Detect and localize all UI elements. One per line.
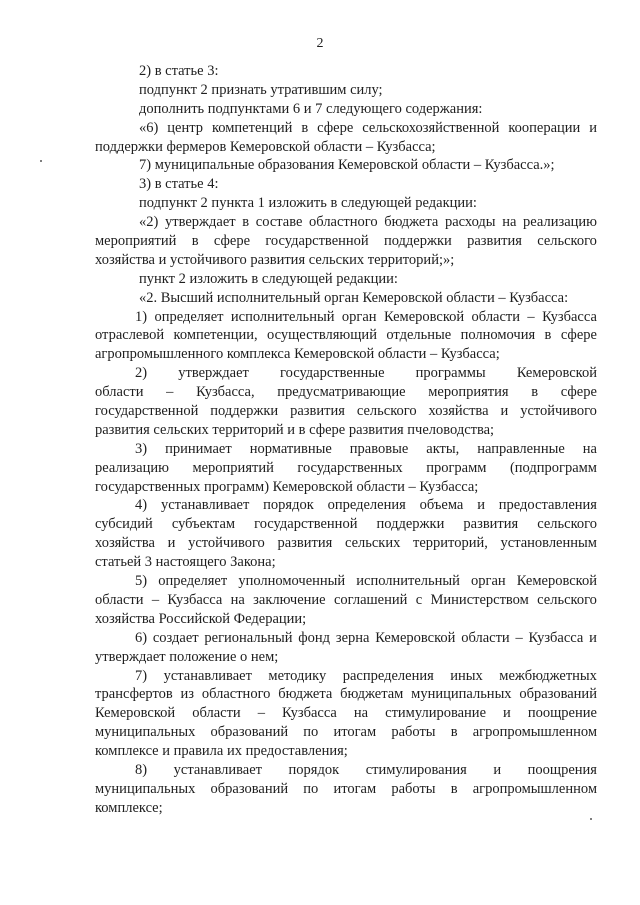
- text-line: Кемеровской области – Кузбасса на стимулирование и поощрение: [95, 705, 597, 722]
- text-line: подпункт 2 признать утратившим силу;: [139, 81, 383, 98]
- document-body: [95, 62, 597, 818]
- text-line: хозяйства и устойчивого развития сельских территорий;»;: [95, 251, 455, 268]
- text-line: «2) утверждает в составе областного бюджета расходы на реализацию: [139, 214, 597, 231]
- text-line: муниципальных образований по итогам работы в агропромышленном: [95, 724, 597, 741]
- scan-speck: [590, 818, 592, 820]
- text-line: подпункт 2 пункта 1 изложить в следующей редакции:: [139, 195, 477, 212]
- text-line: 1) определяет исполнительный орган Кемеровской области – Кузбасса: [135, 308, 597, 325]
- text-line: хозяйства Российской Федерации;: [95, 610, 307, 627]
- text-line: «2. Высший исполнительный орган Кемеровской области – Кузбасса:: [139, 289, 569, 306]
- text-line: 3) принимает нормативные правовые акты, направленные на: [135, 440, 597, 457]
- text-line: развития сельских территорий и в сфере развития пчеловодства;: [95, 421, 495, 438]
- text-line: статьей 3 настоящего Закона;: [95, 554, 276, 571]
- text-line: 2) в статье 3:: [139, 63, 219, 79]
- text-line: 7) устанавливает методику распределения иных межбюджетных: [135, 667, 597, 684]
- page-number: 2: [316, 36, 324, 51]
- text-line: отраслевой компетенции, осуществляющий отдельные полномочия в сфере: [95, 327, 597, 344]
- text-line: реализацию мероприятий государственных программ (подпрограмм: [95, 459, 597, 476]
- text-line: хозяйства и устойчивого развития сельских территорий, установленным: [95, 535, 597, 552]
- text-line: дополнить подпунктами 6 и 7 следующего содержания:: [139, 100, 483, 117]
- text-line: 4) устанавливает порядок определения объема и предоставления: [135, 497, 597, 514]
- text-line: комплексе;: [95, 799, 163, 816]
- text-line: агропромышленного комплекса Кемеровской области – Кузбасса;: [95, 346, 500, 363]
- text-line: 3) в статье 4:: [139, 176, 219, 193]
- text-line: области – Кузбасса, предусматривающие мероприятия в сфере: [95, 384, 597, 401]
- text-line: государственных программ) Кемеровской области – Кузбасса;: [95, 478, 479, 495]
- text-line: 8) устанавливает порядок стимулирования и поощрения: [135, 761, 597, 778]
- text-line: «6) центр компетенций в сфере сельскохозяйственной кооперации и: [139, 119, 597, 136]
- text-line: 2) утверждает государственные программы Кемеровской: [135, 365, 597, 382]
- text-line: 7) муниципальные образования Кемеровской области – Кузбасса.»;: [139, 157, 555, 174]
- text-line: пункт 2 изложить в следующей редакции:: [139, 270, 398, 287]
- text-line: трансфертов из областного бюджета бюджетам муниципальных образований: [95, 686, 597, 703]
- text-line: утверждает положение о нем;: [95, 648, 279, 665]
- text-line: поддержки фермеров Кемеровской области – Кузбасса;: [95, 138, 436, 155]
- text-line: мероприятий в сфере государственной поддержки развития сельского: [95, 233, 597, 250]
- text-line: 6) создает региональный фонд зерна Кемеровской области – Кузбасса и: [135, 629, 597, 646]
- text-line: субсидий субъектам государственной поддержки развития сельского: [95, 516, 597, 533]
- scan-speck: [40, 160, 42, 162]
- text-line: комплексе и правила их предоставления;: [95, 743, 348, 760]
- text-line: 5) определяет уполномоченный исполнительный орган Кемеровской: [135, 573, 597, 590]
- text-line: государственной поддержки развития сельского хозяйства и устойчивого: [95, 403, 597, 420]
- text-line: муниципальных образований по итогам работы в агропромышленном: [95, 780, 597, 797]
- text-line: области – Кузбасса на заключение соглашений с Министерством сельского: [95, 591, 597, 608]
